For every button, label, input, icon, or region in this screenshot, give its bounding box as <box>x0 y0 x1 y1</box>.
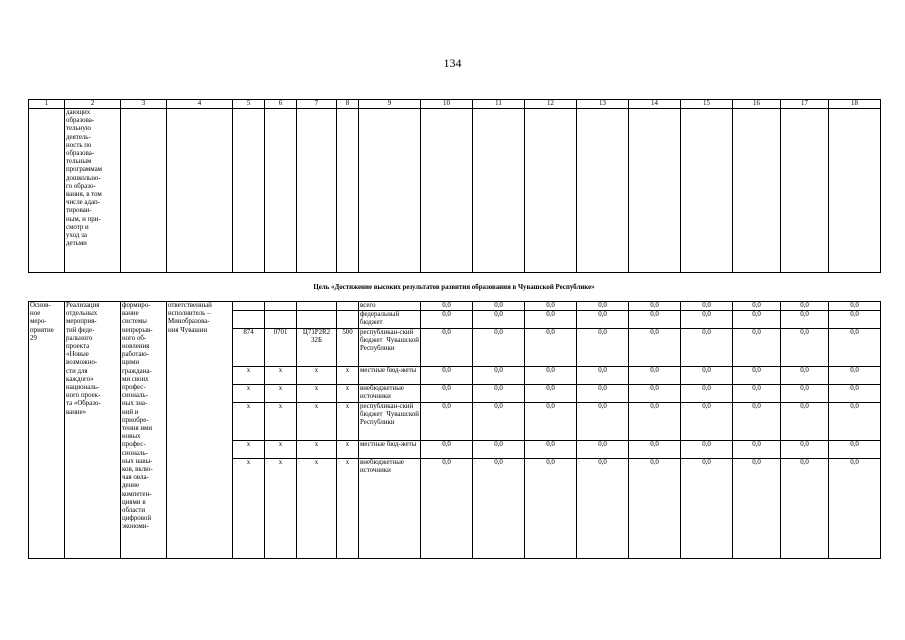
cont-cell-16 <box>733 109 781 273</box>
cont-cell-2: дающих образова- тельную деятель- ность по образова- тельным программам дошкольно- го образо- вания, в том числе адап- тирован- ным, и при- смотр и уход за детьми <box>65 109 121 273</box>
header-cell-12: 12 <box>525 100 577 109</box>
table-event <box>28 301 881 559</box>
code-cell-c5: х <box>233 384 265 402</box>
funding-source: республикан-ский бюджет Чувашской Республики <box>359 328 421 366</box>
header-cell-1: 1 <box>29 100 65 109</box>
value-cell-10: 0,0 <box>421 328 473 366</box>
code-cell-c8: х <box>337 402 359 440</box>
value-cell-16: 0,0 <box>733 440 781 458</box>
funding-source: внебюджетные источники <box>359 458 421 558</box>
value-cell-18: 0,0 <box>829 328 881 366</box>
value-cell-13: 0,0 <box>577 402 629 440</box>
value-cell-11: 0,0 <box>473 328 525 366</box>
code-cell-c7 <box>297 311 337 328</box>
code-cell-c8 <box>337 311 359 328</box>
cont-cell-4 <box>167 109 233 273</box>
value-cell-15: 0,0 <box>681 384 733 402</box>
code-cell-c6: х <box>265 384 297 402</box>
code-cell-c5: х <box>233 402 265 440</box>
value-cell-13: 0,0 <box>577 366 629 384</box>
value-cell-10: 0,0 <box>421 311 473 328</box>
value-cell-12: 0,0 <box>525 302 577 311</box>
value-cell-15: 0,0 <box>681 366 733 384</box>
header-cell-15: 15 <box>681 100 733 109</box>
value-cell-17: 0,0 <box>781 384 829 402</box>
value-cell-16: 0,0 <box>733 302 781 311</box>
goal-heading: Цель «Достижение высоких результатов развития образования в Чувашской Республике» <box>313 284 595 291</box>
cont-cell-13 <box>577 109 629 273</box>
value-cell-17: 0,0 <box>781 402 829 440</box>
code-cell-c8: х <box>337 366 359 384</box>
header-cell-2: 2 <box>65 100 121 109</box>
code-cell-c6: х <box>265 440 297 458</box>
header-cell-4: 4 <box>167 100 233 109</box>
header-cell-17: 17 <box>781 100 829 109</box>
table-continuation <box>28 99 881 273</box>
value-cell-15: 0,0 <box>681 311 733 328</box>
code-cell-c8: 500 <box>337 328 359 366</box>
code-cell-c8: х <box>337 440 359 458</box>
code-cell-c7 <box>297 302 337 311</box>
continuation-row <box>29 109 881 273</box>
value-cell-14: 0,0 <box>629 311 681 328</box>
header-cell-16: 16 <box>733 100 781 109</box>
page-number: 134 <box>443 56 462 70</box>
header-cell-10: 10 <box>421 100 473 109</box>
value-cell-10: 0,0 <box>421 384 473 402</box>
header-cell-8: 8 <box>337 100 359 109</box>
value-cell-11: 0,0 <box>473 402 525 440</box>
cont-cell-10 <box>421 109 473 273</box>
code-cell-c7: х <box>297 366 337 384</box>
code-cell-c6 <box>265 311 297 328</box>
value-cell-11: 0,0 <box>473 458 525 558</box>
cont-cell-12 <box>525 109 577 273</box>
code-cell-c6: х <box>265 402 297 440</box>
value-cell-17: 0,0 <box>781 311 829 328</box>
header-row <box>29 100 881 109</box>
value-cell-18: 0,0 <box>829 440 881 458</box>
header-cell-6: 6 <box>265 100 297 109</box>
value-cell-16: 0,0 <box>733 311 781 328</box>
value-cell-15: 0,0 <box>681 458 733 558</box>
header-cell-18: 18 <box>829 100 881 109</box>
cont-cell-14 <box>629 109 681 273</box>
cont-cell-6 <box>265 109 297 273</box>
code-cell-c8: х <box>337 384 359 402</box>
code-cell-c6: х <box>265 366 297 384</box>
cont-cell-5 <box>233 109 265 273</box>
value-cell-13: 0,0 <box>577 311 629 328</box>
code-cell-c6 <box>265 302 297 311</box>
value-cell-12: 0,0 <box>525 440 577 458</box>
value-cell-11: 0,0 <box>473 366 525 384</box>
cont-cell-11 <box>473 109 525 273</box>
value-cell-14: 0,0 <box>629 328 681 366</box>
value-cell-14: 0,0 <box>629 366 681 384</box>
value-cell-11: 0,0 <box>473 311 525 328</box>
value-cell-13: 0,0 <box>577 384 629 402</box>
value-cell-11: 0,0 <box>473 440 525 458</box>
value-cell-17: 0,0 <box>781 440 829 458</box>
value-cell-14: 0,0 <box>629 402 681 440</box>
header-cell-14: 14 <box>629 100 681 109</box>
value-cell-14: 0,0 <box>629 458 681 558</box>
cont-cell-15 <box>681 109 733 273</box>
cont-cell-7 <box>297 109 337 273</box>
code-cell-c5: х <box>233 440 265 458</box>
code-cell-c8: х <box>337 458 359 558</box>
code-cell-c5 <box>233 311 265 328</box>
value-cell-10: 0,0 <box>421 302 473 311</box>
funding-source: федеральный бюджет <box>359 311 421 328</box>
value-cell-16: 0,0 <box>733 366 781 384</box>
value-cell-12: 0,0 <box>525 311 577 328</box>
cont-cell-18 <box>829 109 881 273</box>
value-cell-16: 0,0 <box>733 458 781 558</box>
value-cell-18: 0,0 <box>829 402 881 440</box>
code-cell-c6: х <box>265 458 297 558</box>
value-cell-12: 0,0 <box>525 384 577 402</box>
value-cell-11: 0,0 <box>473 302 525 311</box>
value-cell-16: 0,0 <box>733 384 781 402</box>
value-cell-14: 0,0 <box>629 440 681 458</box>
value-cell-18: 0,0 <box>829 302 881 311</box>
cont-cell-1 <box>29 109 65 273</box>
code-cell-c5: 874 <box>233 328 265 366</box>
code-cell-c6: 0701 <box>265 328 297 366</box>
value-cell-18: 0,0 <box>829 384 881 402</box>
cont-cell-17 <box>781 109 829 273</box>
value-cell-13: 0,0 <box>577 328 629 366</box>
value-cell-11: 0,0 <box>473 384 525 402</box>
cont-cell-9 <box>359 109 421 273</box>
code-cell-c7: Ц71Р2R2 32Б <box>297 328 337 366</box>
funding-source: республикан-ский бюджет Чувашской Республики <box>359 402 421 440</box>
value-cell-18: 0,0 <box>829 458 881 558</box>
value-cell-13: 0,0 <box>577 302 629 311</box>
value-cell-14: 0,0 <box>629 302 681 311</box>
code-cell-c5 <box>233 302 265 311</box>
value-cell-15: 0,0 <box>681 302 733 311</box>
value-cell-15: 0,0 <box>681 402 733 440</box>
value-cell-10: 0,0 <box>421 402 473 440</box>
value-cell-15: 0,0 <box>681 440 733 458</box>
code-cell-c5: х <box>233 366 265 384</box>
table-row <box>29 302 881 311</box>
value-cell-18: 0,0 <box>829 311 881 328</box>
value-cell-16: 0,0 <box>733 402 781 440</box>
value-cell-16: 0,0 <box>733 328 781 366</box>
cont-cell-8 <box>337 109 359 273</box>
value-cell-10: 0,0 <box>421 366 473 384</box>
header-cell-13: 13 <box>577 100 629 109</box>
code-cell-c7: х <box>297 458 337 558</box>
funding-source: местные бюд-жеты <box>359 440 421 458</box>
value-cell-15: 0,0 <box>681 328 733 366</box>
value-cell-12: 0,0 <box>525 366 577 384</box>
value-cell-17: 0,0 <box>781 458 829 558</box>
value-cell-14: 0,0 <box>629 384 681 402</box>
code-cell-c7: х <box>297 402 337 440</box>
value-cell-13: 0,0 <box>577 440 629 458</box>
header-cell-5: 5 <box>233 100 265 109</box>
value-cell-13: 0,0 <box>577 458 629 558</box>
event-col-2: Реализация отдельных мероприя- тий феде- рального проекта «Новые возможно- сти для каждого» националь- ного проек- та «Образо- вание» <box>65 302 121 559</box>
header-cell-3: 3 <box>121 100 167 109</box>
value-cell-18: 0,0 <box>829 366 881 384</box>
funding-source: внебюджетные источники <box>359 384 421 402</box>
value-cell-12: 0,0 <box>525 402 577 440</box>
value-cell-17: 0,0 <box>781 328 829 366</box>
code-cell-c7: х <box>297 440 337 458</box>
value-cell-12: 0,0 <box>525 328 577 366</box>
value-cell-17: 0,0 <box>781 302 829 311</box>
event-col-3: формиро- вание системы непрерыв- ного об- новления работаю- щими граждана- ми своих профес- сиональ- ных зна- ний и приобре- тения ими новых профес- сиональ- ных навы- ков, вклю- чая овла- дение компетен- циями в области цифровой экономи- <box>121 302 167 559</box>
cont-cell-3 <box>121 109 167 273</box>
event-col-4: ответственный исполнитель – Минобразова- ния Чувашии <box>167 302 233 559</box>
value-cell-12: 0,0 <box>525 458 577 558</box>
header-cell-9: 9 <box>359 100 421 109</box>
code-cell-c7: х <box>297 384 337 402</box>
header-cell-11: 11 <box>473 100 525 109</box>
funding-source: всего <box>359 302 421 311</box>
value-cell-17: 0,0 <box>781 366 829 384</box>
value-cell-10: 0,0 <box>421 440 473 458</box>
funding-source: местные бюд-жеты <box>359 366 421 384</box>
code-cell-c8 <box>337 302 359 311</box>
event-col-1: Основ- ное меро- приятие 29 <box>29 302 65 559</box>
code-cell-c5: х <box>233 458 265 558</box>
header-cell-7: 7 <box>297 100 337 109</box>
value-cell-10: 0,0 <box>421 458 473 558</box>
